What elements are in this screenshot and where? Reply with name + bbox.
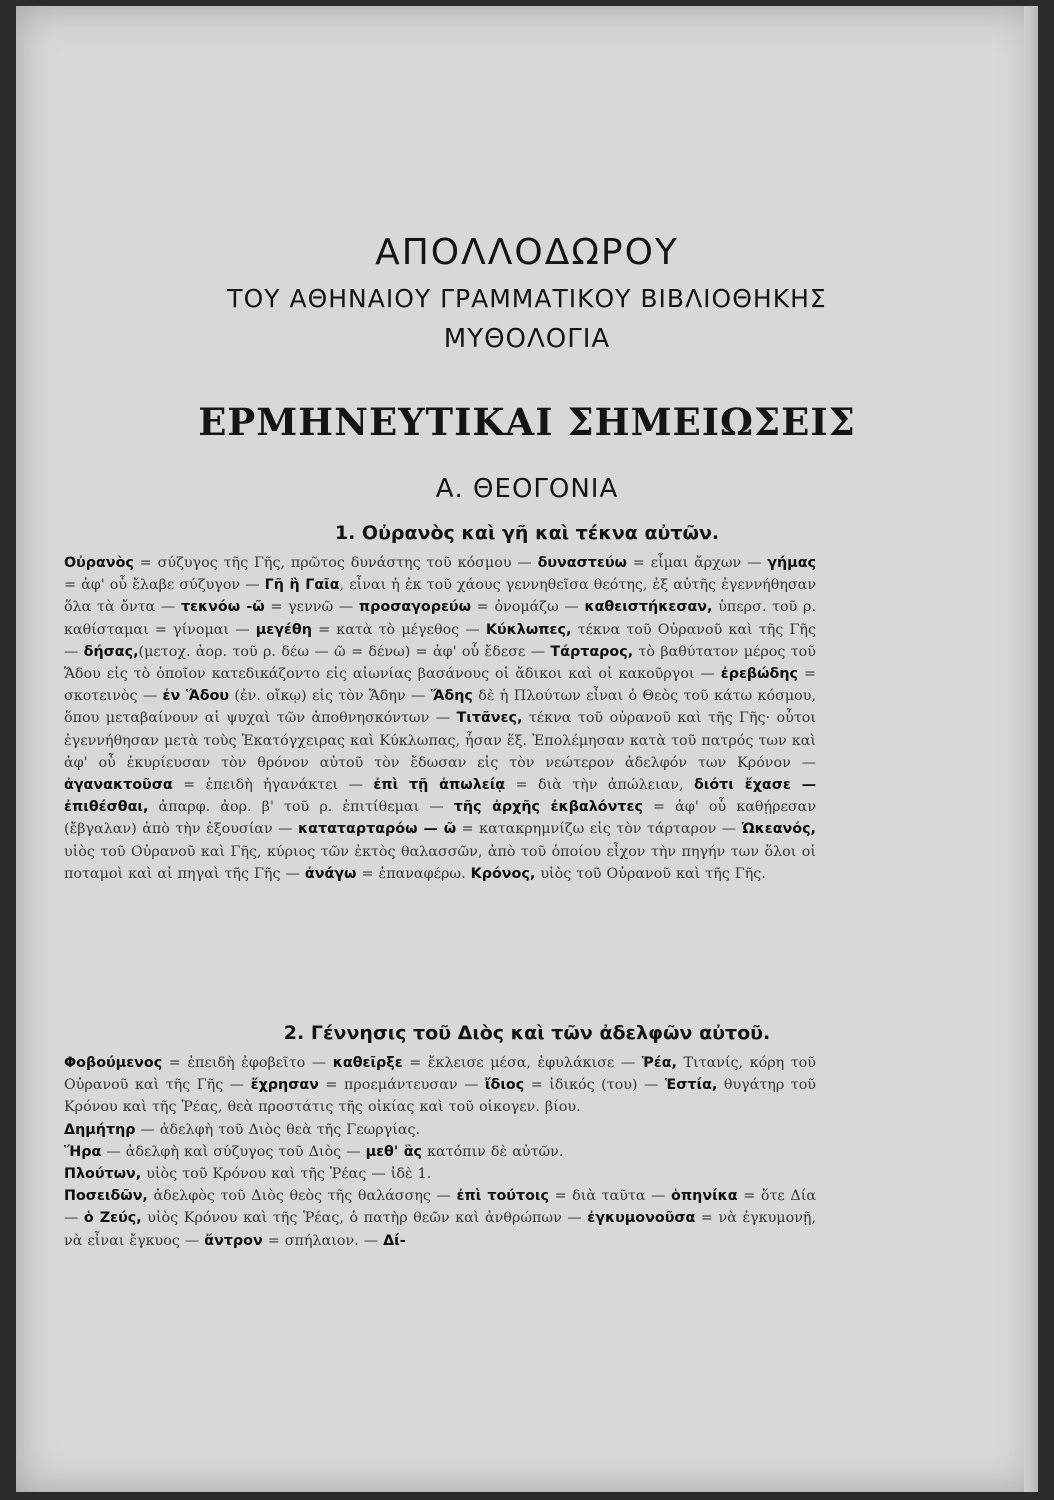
- entry-text: (μετοχ. ἀορ. τοῦ ρ. δέω — ῶ = δένω) = ἀφ' οὗ ἔδεσε —: [138, 643, 551, 660]
- entry-text: υἱὸς Κρόνου καὶ τῆς Ῥέας, ὁ πατὴρ θεῶν καὶ ἀνθρώπων —: [141, 1210, 588, 1227]
- entry-term: Ἅδης: [430, 688, 473, 705]
- entry-text: υἱὸς τοῦ Οὐρανοῦ καὶ Γῆς, κύριος τῶν ἐκτὸς θαλασσῶν, ἀπὸ τοῦ ὁποίου εἶχον τὴν πηγήν των ὅλοι οἱ ποταμοὶ καὶ αἱ πηγαὶ τῆς Γῆς —: [64, 843, 816, 882]
- entry-term: ἐγκυμονοῦσα: [587, 1210, 696, 1227]
- entry-term: Δί-: [383, 1232, 406, 1249]
- notes-title: ΕΡΜΗΝΕΥΤΙΚΑΙ ΣΗΜΕΙΩΣΕΙΣ: [198, 400, 856, 444]
- book-page: [16, 6, 1038, 1492]
- entry-term: τῆς ἀρχῆς ἐκβαλόντες: [453, 799, 643, 816]
- entry-text: = ὅτε Δία —: [64, 1188, 816, 1227]
- entry-term: μεθ' ἃς: [365, 1143, 423, 1160]
- entry-text: τέκνα τοῦ Οὐρανοῦ καὶ τῆς Γῆς —: [64, 621, 816, 660]
- entry-term: ἐπὶ τούτοις: [456, 1188, 549, 1205]
- entry-term: Ἑστία,: [664, 1077, 718, 1094]
- entry-text: Τιτανίς, κόρη τοῦ Οὐρανοῦ καὶ τῆς Γῆς —: [64, 1055, 816, 1094]
- entry-term: καθειστήκεσαν,: [584, 599, 713, 616]
- entry-term: Κύκλωπες,: [485, 621, 572, 638]
- entry-text: δὲ ἡ Πλούτων εἶναι ὁ Θεὸς τοῦ κάτω κόσμου, ὅπου μεταβαίνουν αἱ ψυχαὶ τῶν ἀποθνησκόντων —: [64, 688, 816, 727]
- entry-text: = ἐπειδὴ ἠγανάκτει —: [172, 777, 374, 794]
- entry-term: Κρόνος,: [470, 865, 536, 882]
- entry-text: τὸ βαθύτατον μέρος τοῦ Ἅδου εἰς τὸ ὁποῖον κατεδικάζοντο εἰς αἰωνίας βασάνους οἱ ἄδικοι καὶ οἱ κακοῦργοι —: [64, 643, 816, 683]
- entry-term: Ῥέα,: [641, 1055, 677, 1071]
- entry-term: ἄντρον: [204, 1232, 263, 1249]
- entry-term: Τάρταρος,: [550, 643, 634, 660]
- section-title: 1. Οὐρανὸς καὶ γῆ καὶ τέκνα αὐτῶν.: [334, 522, 720, 544]
- entry-term: δυναστεύω: [537, 555, 627, 571]
- entry-text: = γεννῶ —: [264, 599, 359, 616]
- entry-text: = σπήλαιον. —: [262, 1232, 384, 1249]
- entry-text: = ἀφ' οὗ ἔλαβε σύζυγον —: [64, 577, 265, 594]
- entry-text: = σκοτεινὸς —: [64, 666, 816, 705]
- entry-text: = ὀνομάζω —: [471, 599, 585, 616]
- entry-text: = ἐπειδὴ ἐφοβεῖτο —: [162, 1055, 333, 1071]
- entry-term: ἀνάγω: [304, 865, 357, 882]
- entry-text: ἀδελφὸς τοῦ Διὸς θεὸς τῆς θαλάσσης —: [147, 1188, 457, 1205]
- entry-text: ὑπερσ. τοῦ ρ. καθίσταμαι = γίνομαι —: [64, 599, 816, 638]
- entry-text: = κατὰ τὸ μέγεθος —: [311, 621, 486, 638]
- entry-term: ἐπὶ τῇ ἀπωλείᾳ: [373, 777, 506, 794]
- entry-text: (ἐν. οἴκῳ) εἰς τὸν Ἅδην —: [229, 688, 431, 705]
- entry-text: = ἰδικός (του) —: [524, 1077, 665, 1094]
- entry-text: υἱὸς τοῦ Κρόνου καὶ τῆς Ῥέας — ἰδὲ 1.: [141, 1166, 432, 1183]
- entry-term: δήσας,: [83, 643, 139, 660]
- entry-text: — ἀδελφὴ καὶ σύζυγος τοῦ Διὸς —: [101, 1143, 366, 1160]
- entry-term: ὁπηνίκα: [671, 1188, 738, 1205]
- section-body: [64, 1052, 816, 1252]
- entry-text: υἱὸς τοῦ Οὐρανοῦ καὶ τῆς Γῆς.: [535, 865, 766, 882]
- entry-term: Ὠκεανός,: [741, 821, 816, 838]
- entry-text: ἀπαρφ. ἀορ. β' τοῦ ρ. ἐπιτίθεμαι —: [148, 799, 454, 816]
- entry-term: Ἥρα: [64, 1143, 102, 1160]
- entry-term: ἐν Ἅδου: [162, 688, 230, 705]
- entry-text: θυγάτηρ τοῦ Κρόνου καὶ τῆς Ῥέας, θεὰ προστάτις τῆς οἰκίας καὶ τοῦ οἰκογεν. βίου.: [64, 1077, 817, 1116]
- entry-text: τέκνα τοῦ οὐρανοῦ καὶ τῆς Γῆς· οὗτοι ἐγεννήθησαν μετὰ τοὺς Ἑκατόγχειρας καὶ Κύκλωπας, ἦσαν ἕξ. Ἐπολέμησαν κατὰ τοῦ πατρός των καὶ ἀφ' οὗ ἐκυρίευσαν τὸν θρόνον αὐτοῦ τὸν ἔδωσαν εἰς τὸν νεώτερον ἀδελφόν των Κρόνον —: [64, 710, 816, 771]
- entry-text: = ἀφ' οὗ καθῄρεσαν (ἔβγαλαν) ἀπὸ τὴν ἐξουσίαν —: [64, 799, 817, 838]
- entry-term: Φοβούμενος: [64, 1055, 163, 1071]
- entry-text: , εἶναι ἡ ἐκ τοῦ χάους γεννηθεῖσα θεότης, ἐξ αὐτῆς ἐγεννήθησαν ὅλα τὰ ὄντα —: [64, 577, 817, 616]
- entry-term: Οὐρανὸς: [64, 555, 134, 571]
- entry-text: = ἔκλεισε μέσα, ἐφυλάκισε —: [402, 1055, 642, 1071]
- author-heading: ΑΠΟΛΛΟΔΩΡΟΥ: [375, 232, 679, 273]
- entry-term: ἴδιος: [484, 1077, 525, 1094]
- entry-text: = κατακρημνίζω εἰς τὸν τάρταρον —: [456, 821, 742, 838]
- work-title: ΜΥΘΟΛΟΓΙΑ: [443, 324, 611, 354]
- entry-text: κατόπιν δὲ αὐτῶν.: [422, 1143, 564, 1160]
- entry-text: = ἐπαναφέρω.: [356, 865, 471, 882]
- entry-term: διότι ἔχασε — ἐπιθέσθαι,: [64, 777, 816, 816]
- entry-term: Δημήτηρ: [64, 1121, 136, 1138]
- entry-term: Γῆ ἢ Γαῖα: [264, 577, 340, 594]
- section-title: 2. Γέννησις τοῦ Διὸς καὶ τῶν ἀδελφῶν αὐτοῦ.: [283, 1022, 771, 1044]
- entry-term: μεγέθη: [255, 621, 312, 638]
- part-title: Α. ΘΕΟΓΟΝΙΑ: [435, 474, 619, 504]
- entry-text: = σύζυγος τῆς Γῆς, πρῶτος δυνάστης τοῦ κόσμου —: [133, 555, 538, 571]
- entry-text: — ἀδελφὴ τοῦ Διὸς θεὰ τῆς Γεωργίας.: [135, 1121, 421, 1138]
- author-subheading: ΤΟΥ ΑΘΗΝΑΙΟΥ ΓΡΑΜΜΑΤΙΚΟΥ ΒΙΒΛΙΟΘΗΚΗΣ: [227, 284, 827, 313]
- entry-term: γήμας: [767, 555, 816, 571]
- entry-term: Ποσειδῶν,: [64, 1188, 148, 1205]
- entry-term: ἀγανακτοῦσα: [64, 777, 173, 794]
- entry-text: = διὰ ταῦτα —: [548, 1188, 672, 1205]
- page-edge: [1024, 6, 1038, 1492]
- entry-term: Τιτᾶνες,: [456, 710, 523, 727]
- entry-term: προσαγορεύω: [358, 599, 472, 616]
- entry-term: καταταρταρόω — ῶ: [297, 821, 457, 838]
- entry-term: τεκνόω -ῶ: [180, 599, 265, 616]
- entry-term: ὁ Ζεύς,: [83, 1210, 142, 1227]
- entry-text: = νὰ ἐγκυμονῇ, νὰ εἶναι ἔγκυος —: [64, 1210, 816, 1249]
- entry-term: ἔχρησαν: [250, 1077, 319, 1094]
- entry-text: = διὰ τὴν ἀπώλειαν,: [505, 777, 694, 794]
- entry-term: Πλούτων,: [64, 1166, 142, 1183]
- entry-term: ἐρεβώδης: [720, 666, 799, 683]
- entry-text: = εἶμαι ἄρχων —: [626, 555, 768, 571]
- section-body: [64, 552, 816, 885]
- entry-term: καθεῖρξε: [332, 1055, 403, 1071]
- entry-text: = προεμάντευσαν —: [318, 1077, 485, 1094]
